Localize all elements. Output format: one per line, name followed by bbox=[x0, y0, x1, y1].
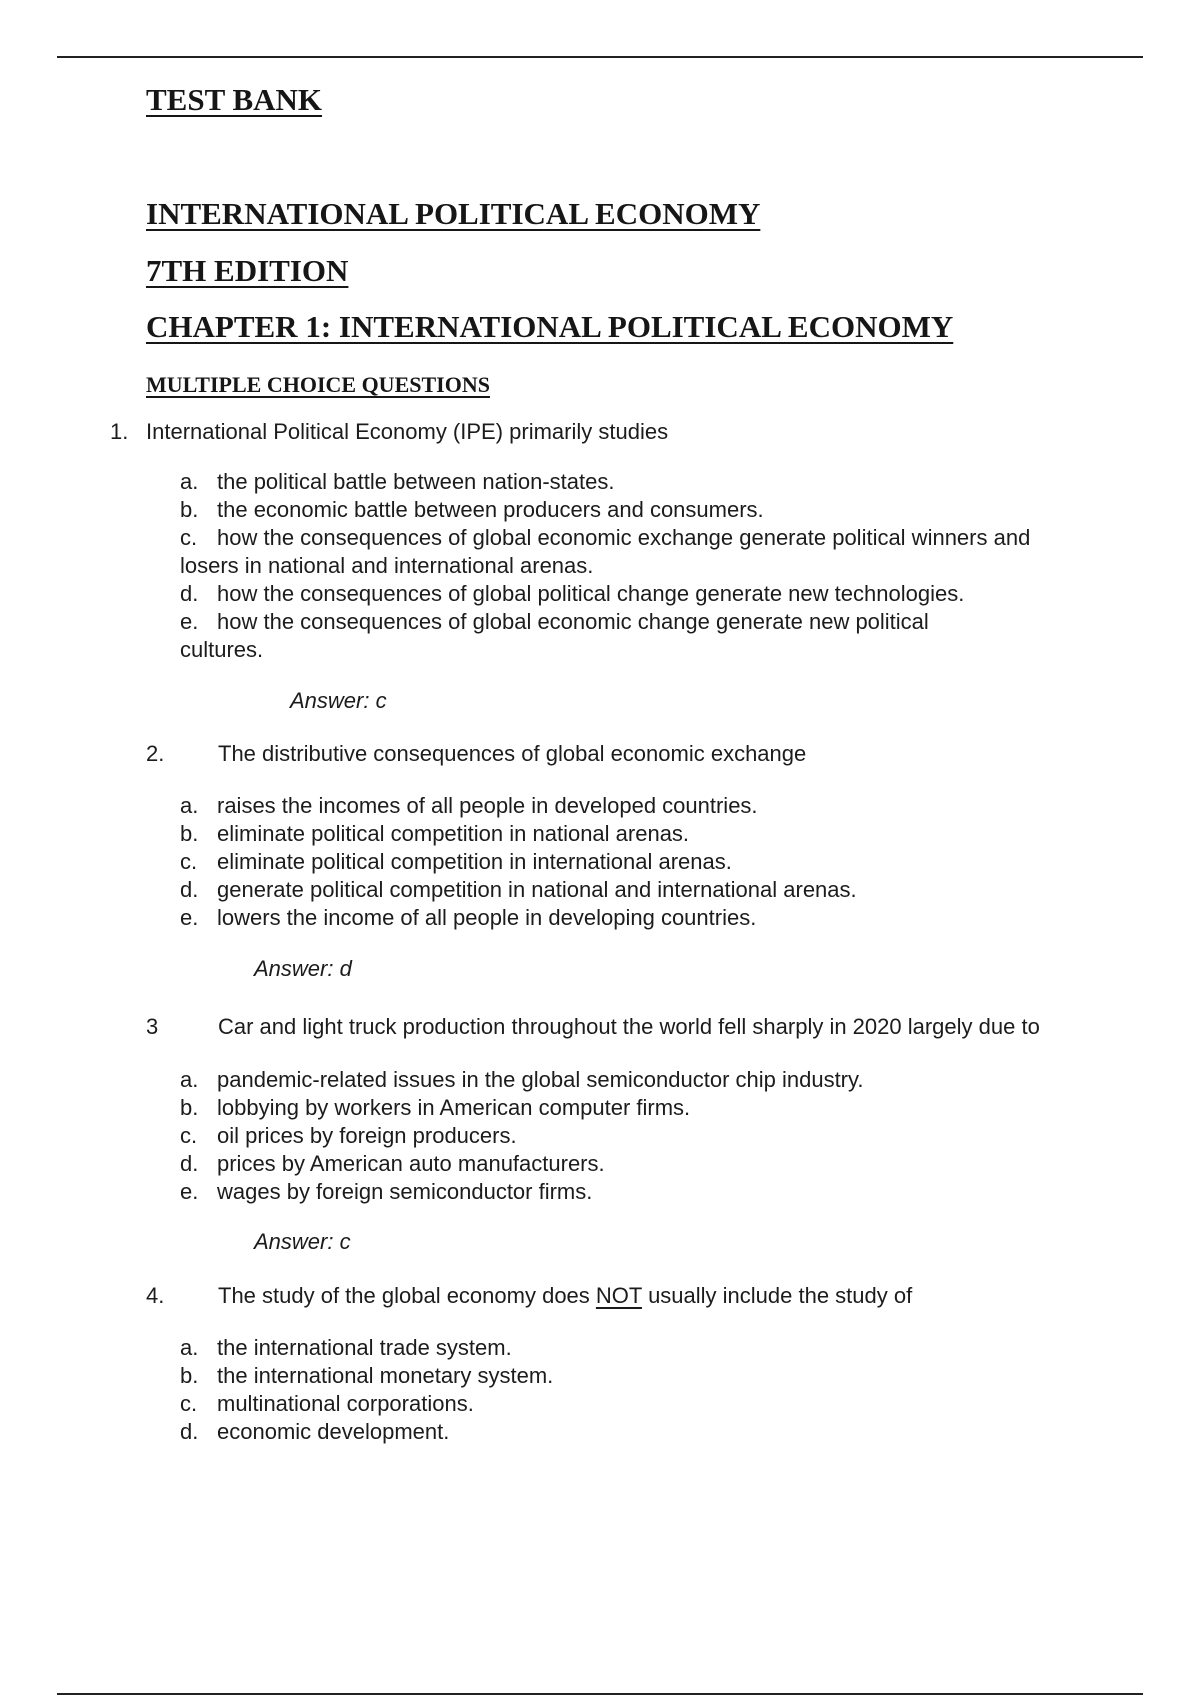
option-letter: a. bbox=[180, 1335, 199, 1360]
option-text: lobbying by workers in American computer firms. bbox=[217, 1095, 691, 1120]
option-letter: b. bbox=[180, 497, 199, 522]
option-item bbox=[180, 1122, 1080, 1150]
option-text: the political battle between nation-states. bbox=[217, 469, 615, 494]
option-item bbox=[180, 1390, 1080, 1418]
question-stem: Car and light truck production throughout the world fell sharply in 2020 largely due to bbox=[218, 1014, 1040, 1039]
question-stem: The distributive consequences of global economic exchange bbox=[218, 741, 807, 766]
option-text: how the consequences of global economic change generate new political cultures. bbox=[180, 609, 929, 662]
option-letter: c. bbox=[180, 849, 198, 874]
option-text: multinational corporations. bbox=[217, 1391, 474, 1416]
option-letter: b. bbox=[180, 1363, 199, 1388]
option-text: oil prices by foreign producers. bbox=[217, 1123, 517, 1148]
answer-text: Answer: c bbox=[254, 1229, 351, 1254]
option-letter: a. bbox=[180, 469, 199, 494]
stem-emphasis: NOT bbox=[595, 1283, 642, 1308]
option-item bbox=[180, 608, 1010, 664]
option-letter: c. bbox=[180, 1391, 198, 1416]
option-text: eliminate political competition in international arenas. bbox=[217, 849, 732, 874]
option-item bbox=[180, 904, 1080, 932]
option-item bbox=[180, 1094, 1080, 1122]
option-item bbox=[180, 876, 1080, 904]
option-text: wages by foreign semiconductor firms. bbox=[217, 1179, 593, 1204]
option-letter: d. bbox=[180, 1151, 199, 1176]
option-text: prices by American auto manufacturers. bbox=[217, 1151, 605, 1176]
option-letter: d. bbox=[180, 1419, 199, 1444]
stem-before: The study of the global economy does bbox=[218, 1283, 596, 1308]
option-letter: e. bbox=[180, 905, 199, 930]
option-text: economic development. bbox=[217, 1419, 450, 1444]
option-item bbox=[180, 820, 1080, 848]
option-letter: b. bbox=[180, 1095, 199, 1120]
option-text: lowers the income of all people in developing countries. bbox=[217, 905, 757, 930]
question-number: 3 bbox=[146, 1014, 159, 1039]
option-text: the international trade system. bbox=[217, 1335, 512, 1360]
option-letter: a. bbox=[180, 1067, 199, 1092]
option-list bbox=[180, 1066, 1080, 1206]
section-heading: MULTIPLE CHOICE QUESTIONS bbox=[146, 372, 490, 397]
chapter-heading: CHAPTER 1: INTERNATIONAL POLITICAL ECONOMY bbox=[146, 309, 954, 344]
option-text: eliminate political competition in national arenas. bbox=[217, 821, 690, 846]
test-bank-heading: TEST BANK bbox=[146, 82, 323, 117]
option-text: how the consequences of global economic exchange generate political winners and losers in national and international arenas. bbox=[180, 525, 1031, 578]
option-letter: a. bbox=[180, 793, 199, 818]
question-stem: International Political Economy (IPE) primarily studies bbox=[146, 419, 669, 444]
option-text: raises the incomes of all people in developed countries. bbox=[217, 793, 758, 818]
option-item bbox=[180, 524, 1080, 580]
option-text: the international monetary system. bbox=[217, 1363, 554, 1388]
option-letter: c. bbox=[180, 1123, 198, 1148]
book-title-heading: INTERNATIONAL POLITICAL ECONOMY bbox=[146, 196, 761, 231]
option-letter: d. bbox=[180, 581, 199, 606]
bottom-rule bbox=[57, 1693, 1143, 1695]
option-letter: d. bbox=[180, 877, 199, 902]
option-text: how the consequences of global political change generate new technologies. bbox=[217, 581, 965, 606]
question-stem bbox=[218, 1283, 912, 1309]
option-item bbox=[180, 1150, 1080, 1178]
answer-text: Answer: d bbox=[254, 956, 352, 981]
option-letter: e. bbox=[180, 609, 199, 634]
question-number: 1. bbox=[110, 419, 129, 444]
option-item bbox=[180, 1178, 1080, 1206]
option-item bbox=[180, 1066, 1080, 1094]
option-item bbox=[180, 1334, 1080, 1362]
option-letter: b. bbox=[180, 821, 199, 846]
edition-heading: 7TH EDITION bbox=[146, 253, 349, 288]
question-number: 2. bbox=[146, 741, 165, 766]
option-item bbox=[180, 496, 1080, 524]
option-text: pandemic-related issues in the global semiconductor chip industry. bbox=[217, 1067, 864, 1092]
option-letter: c. bbox=[180, 525, 198, 550]
option-list bbox=[180, 468, 1080, 664]
stem-after: usually include the study of bbox=[641, 1283, 913, 1308]
option-item bbox=[180, 1362, 1080, 1390]
option-list bbox=[180, 1334, 1080, 1446]
option-item bbox=[180, 580, 1080, 608]
option-item bbox=[180, 468, 1080, 496]
option-item bbox=[180, 848, 1080, 876]
option-letter: e. bbox=[180, 1179, 199, 1204]
option-item bbox=[180, 792, 1080, 820]
option-item bbox=[180, 1418, 1080, 1446]
option-text: the economic battle between producers and consumers. bbox=[217, 497, 764, 522]
top-rule bbox=[57, 56, 1143, 58]
option-text: generate political competition in national and international arenas. bbox=[217, 877, 857, 902]
option-list bbox=[180, 792, 1080, 932]
question-number: 4. bbox=[146, 1283, 165, 1308]
answer-text: Answer: c bbox=[290, 688, 387, 713]
